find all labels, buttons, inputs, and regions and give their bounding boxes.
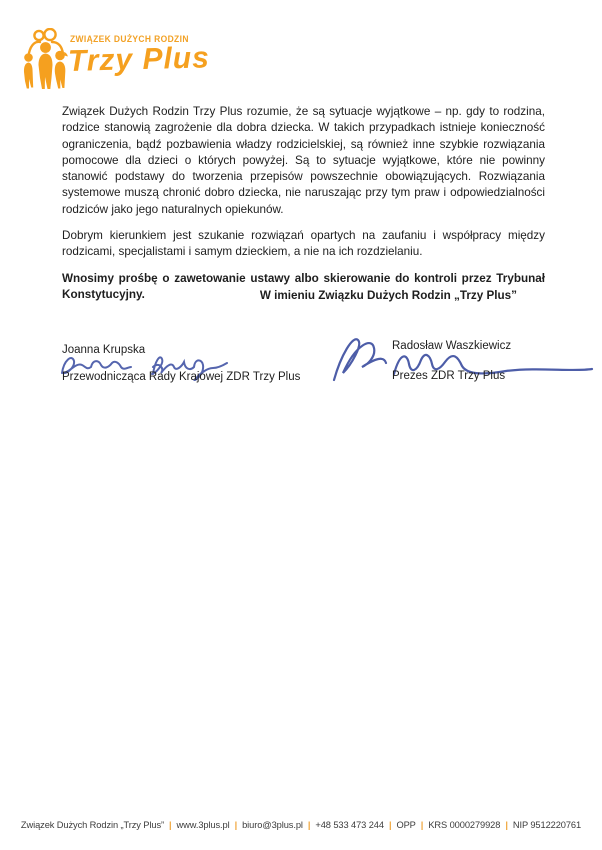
letter-body [62,104,545,313]
footer-krs: KRS 0000279928 [428,820,501,830]
organization-logo [22,24,232,90]
footer-website: www.3plus.pl [176,820,230,830]
footer-opp: OPP [396,820,416,830]
paragraph-direction: Dobrym kierunkiem jest szukanie rozwiązań opartych na zaufaniu i współpracy między rodzicami, specjalistami i samym dzieckiem, a nie na ich rozdzielaniu. [62,229,545,259]
signer-right-role: Prezes ZDR Trzy Plus [392,370,506,382]
footer-email: biuro@3plus.pl [242,820,303,830]
signer-left-name: Joanna Krupska [62,344,146,356]
footer-separator: | [420,820,424,830]
signer-left-role: Przewodnicząca Rady Krajowej ZDR Trzy Plus [62,371,301,383]
footer-separator: | [388,820,392,830]
paragraph-request-bold: Wnosimy prośbę o zawetowanie ustawy albo skierowanie do kontroli przez Trybunał Konstytucyjny. [62,271,545,301]
footer-phone: +48 533 473 244 [315,820,384,830]
footer-org-name: Związek Dużych Rodzin „Trzy Plus” [20,820,164,830]
paragraph-exceptions: Związek Dużych Rodzin Trzy Plus rozumie, że są sytuacje wyjątkowe – np. gdy to rodzina, rodzice stanowią zagrożenie dla dobra dziecka. W takich przypadkach istnieje konieczność ograniczenia, bądź pozbawienia władzy rodzicielskiej, są również inne szybkie rozwiązania pomocowe dla dzieci o których powyżej. Są to sytuacje wyjątkowe, które nie powinny stanowić podstawy do tworzenia przepisów powszechnie obowiązujących. Rozwiązania systemowe muszą chronić dobro dziecka, nie naruszając przy tym praw i odpowiedzialności rodziców jako jego naturalnych opiekunów. [62,105,545,216]
logo-tagline: ZWIĄZEK DUŻYCH RODZIN [70,34,189,44]
footer-separator: | [234,820,238,830]
footer-separator: | [169,820,172,830]
footer-separator: | [307,820,311,830]
letter-footer [0,820,602,830]
logo-brand-name: Trzy Plus [67,41,211,78]
on-behalf-line: W imieniu Związku Dużych Rodzin „Trzy Plus” [259,289,517,302]
family-silhouette-icon [22,28,70,95]
signer-right-name: Radosław Waszkiewicz [392,340,512,352]
footer-nip: NIP 9512220761 [512,820,582,830]
footer-separator: | [505,820,508,830]
